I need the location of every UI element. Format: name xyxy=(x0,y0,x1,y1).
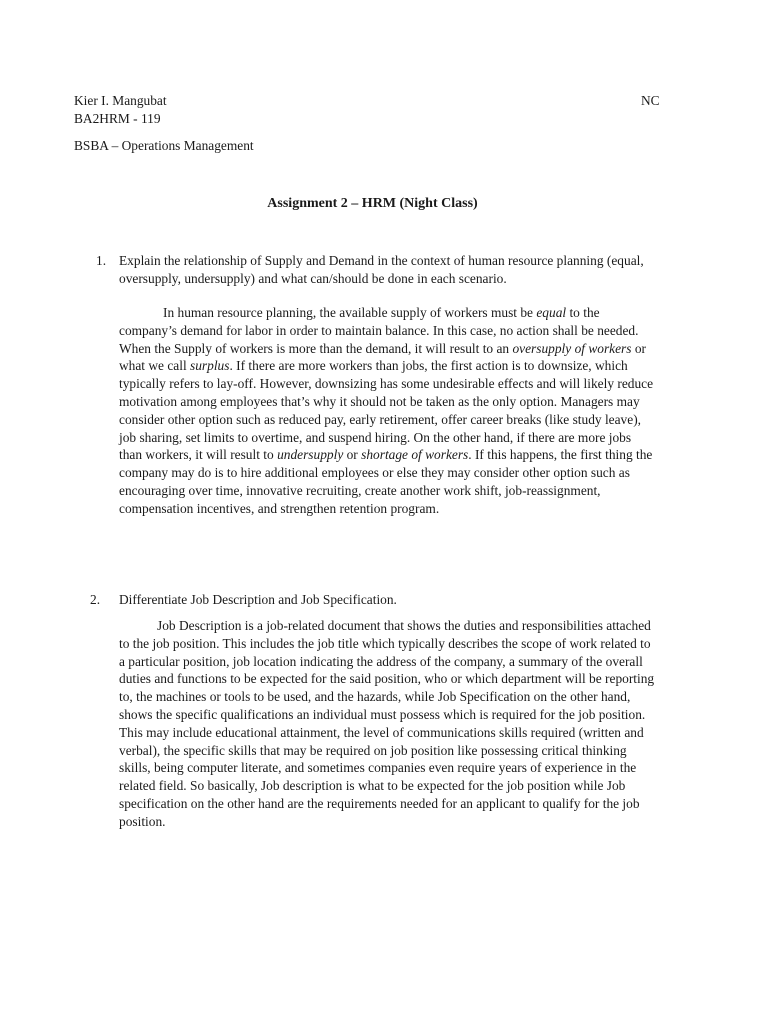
q2-answer-line: position. xyxy=(119,813,166,829)
assignment-title: Assignment 2 – HRM (Night Class) xyxy=(267,196,478,211)
q2-answer-line: This may include educational attainment, the level of communications skills required (written and xyxy=(119,724,644,740)
q1-number: 1. xyxy=(96,253,107,268)
q1-answer-line: When the Supply of workers is more than the demand, it will result to an oversupply of workers or xyxy=(119,340,646,356)
q2-answer-line: skills, being computer literate, and sometimes companies even require years of experience in the xyxy=(119,760,637,776)
student-name: Kier I. Mangubat xyxy=(74,93,167,108)
q1-answer-line: In human resource planning, the available supply of workers must be equal to the xyxy=(163,305,600,320)
class-tag: NC xyxy=(641,93,660,108)
q2-question: Differentiate Job Description and Job Specification. xyxy=(119,592,397,607)
q2-answer-line: specification on the other hand are the requirements needed for an applicant to qualify for the job xyxy=(119,795,640,811)
q1-question-line: Explain the relationship of Supply and Demand in the context of human resource planning (equal, xyxy=(119,253,644,268)
q1-question xyxy=(119,252,644,288)
q1-answer-line: job sharing, set limits to overtime, and suspend hiring. On the other hand, if there are more jobs xyxy=(119,429,632,445)
q2-answer-line: verbal), the specific skills that may be required on job position like possessing critical thinking xyxy=(119,742,627,758)
q1-answer-line: compensation incentives, and strengthen retention program. xyxy=(119,500,440,516)
course-name: BSBA – Operations Management xyxy=(74,138,254,153)
q2-answer xyxy=(119,617,654,831)
q1-answer xyxy=(119,304,653,518)
q1-answer-line: company may do is to hire additional employees or else they may consider other option such as xyxy=(119,465,630,481)
q1-answer-line: typically refers to lay-off. However, downsizing has some undesirable effects and will likely reduce xyxy=(119,376,654,392)
q1-answer-line: company’s demand for labor in order to maintain balance. In this case, no action shall be needed. xyxy=(119,322,639,338)
q1-answer-line: encouraging over time, innovative recruiting, create another work shift, job-reassignment, xyxy=(119,482,601,498)
q1-answer-line: what we call surplus. If there are more workers than jobs, the first action is to downsize, which xyxy=(119,358,628,374)
q2-answer-line: shows the specific qualifications an individual must possess which is required for the job position. xyxy=(119,706,646,722)
q2-answer-line: to, the machines or tools to be used, and the hazards, while Job Specification on the other hand, xyxy=(119,689,631,705)
student-section: BA2HRM - 119 xyxy=(74,111,161,126)
q2-answer-line: a particular position, job location indicating the address of the company, a summary of the overall xyxy=(119,653,643,669)
q1-question-line: oversupply, undersupply) and what can/should be done in each scenario. xyxy=(119,270,507,286)
q1-answer-line: consider other option such as reduced pay, early retirement, offer career breaks (like study leave), xyxy=(119,411,642,427)
q2-answer-line: related field. So basically, Job description is what to be expected for the job position while Job xyxy=(119,778,626,794)
q2-answer-line: to the job position. This includes the job title which typically describes the scope of work related to xyxy=(119,635,651,651)
q2-number: 2. xyxy=(90,592,101,607)
q1-answer-line: than workers, it will result to undersupply or shortage of workers. If this happens, the first thing the xyxy=(119,447,653,463)
q2-answer-line: duties and functions to be expected for the said position, who or which department will be reporting xyxy=(119,671,655,687)
q2-answer-line: Job Description is a job-related document that shows the duties and responsibilities attached xyxy=(157,618,651,633)
q1-answer-line: motivation among employees that’s why it should not be taken as the only option. Managers may xyxy=(119,393,640,409)
